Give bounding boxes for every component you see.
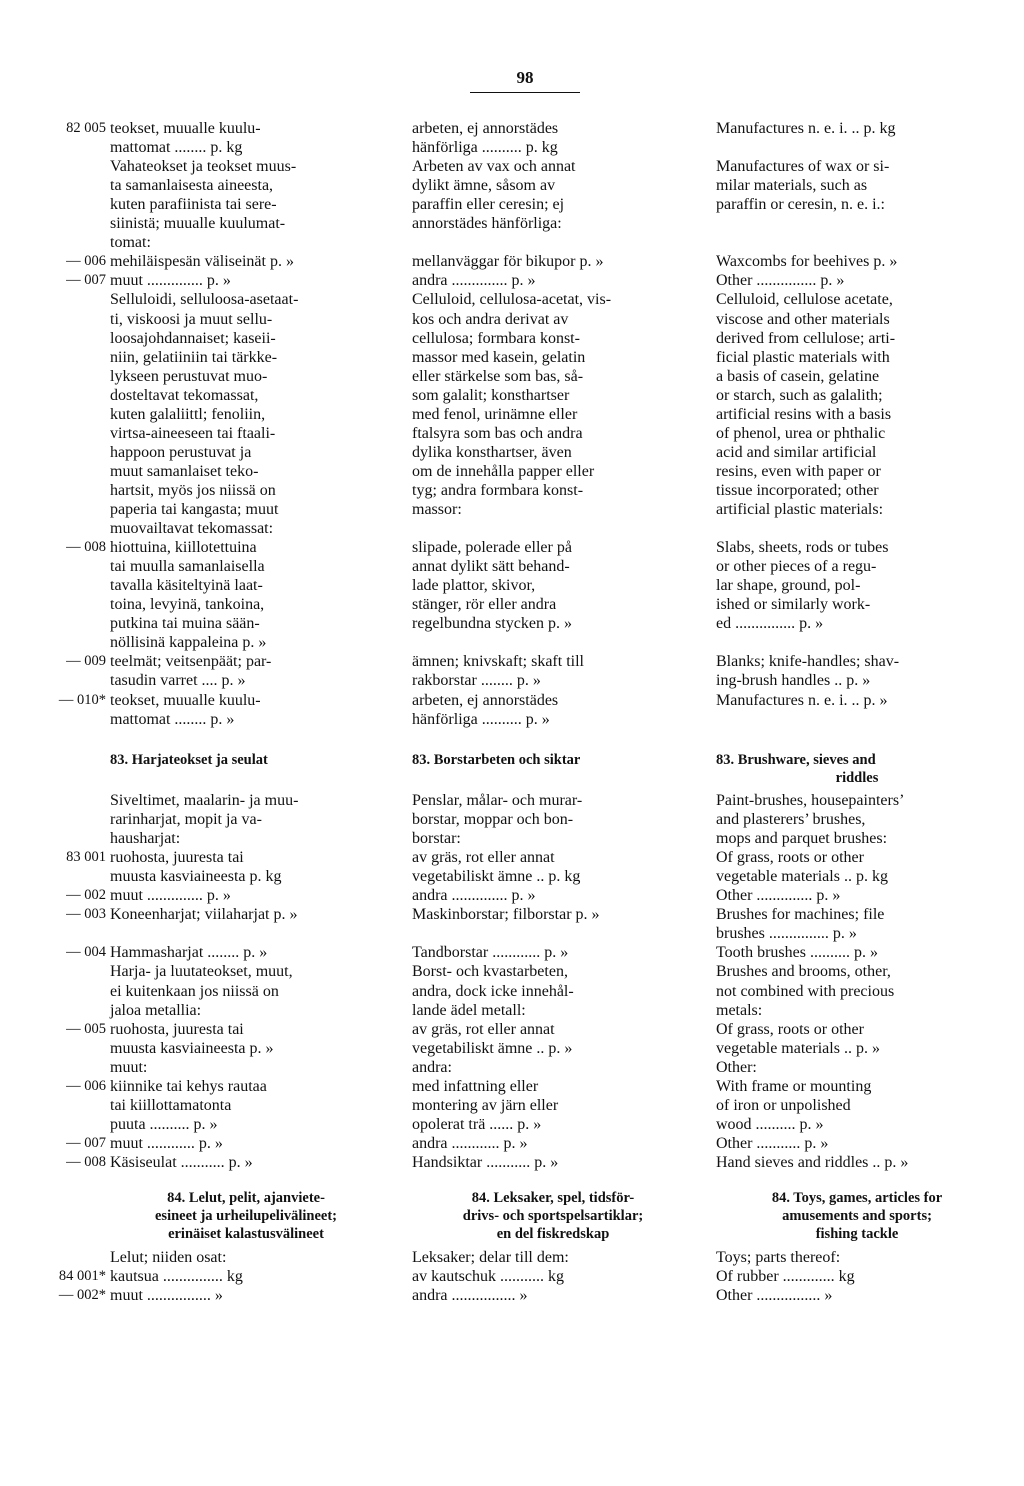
swedish-text: om de innehålla papper eller [412, 462, 595, 480]
section-heading-c1: 83. Harjateokset ja seulat [110, 752, 268, 768]
table-row [0, 691, 1024, 710]
finnish-text: Käsiseulat ........... p. » [110, 1153, 253, 1171]
finnish-text: ta samanlaisesta aineesta, [110, 177, 274, 195]
finnish-text: hartsit, myös jos niissä on [110, 481, 276, 499]
tariff-code: — 007 [66, 1134, 106, 1151]
table-row [0, 386, 1024, 405]
swedish-text: som galalit; konsthartser [412, 386, 570, 404]
tariff-code: — 008 [66, 539, 106, 556]
english-text: Paint-brushes, housepainters’ [716, 792, 905, 809]
swedish-text: regelbundna stycken p. » [412, 615, 572, 633]
finnish-text: Selluloidi, selluloosa-asetaat- [110, 291, 299, 309]
section-heading-c1: 84. Lelut, pelit, ajanviete- [167, 1190, 325, 1206]
finnish-text: Lelut; niiden osat: [110, 1249, 227, 1266]
table-row [0, 595, 1024, 614]
finnish-text: jaloa metallia: [110, 1001, 202, 1019]
swedish-text: slipade, polerade eller på [412, 539, 572, 557]
english-text: ed ............... p. » [716, 615, 824, 633]
finnish-text: Hammasharjat ........ p. » [110, 944, 268, 962]
tariff-code: — 008 [66, 1153, 106, 1170]
swedish-text: arbeten, ej annorstädes [412, 691, 559, 709]
english-text: of phenol, urea or phthalic [716, 424, 886, 442]
finnish-text: lykseen perustuvat muo- [110, 367, 268, 385]
finnish-text: muusta kasviaineesta p. » [110, 1039, 274, 1057]
english-text: Other: [716, 1058, 757, 1076]
table-row [0, 1153, 1024, 1172]
english-text: Hand sieves and riddles .. p. » [716, 1153, 909, 1171]
swedish-text: vegetabiliskt ämne .. p. » [412, 1039, 573, 1057]
table-row [0, 157, 1024, 176]
page-number: 98 [516, 68, 534, 87]
table-row [0, 1286, 1024, 1305]
swedish-text: Borst- och kvastarbeten, [412, 963, 568, 981]
section-heading-c2: en del fiskredskap [496, 1226, 610, 1242]
table-row [0, 633, 1024, 652]
table-row [0, 252, 1024, 271]
swedish-text: annorstädes hänförliga: [412, 215, 562, 233]
tariff-code: — 006 [66, 1077, 106, 1094]
english-text: resins, even with paper or [716, 462, 881, 480]
finnish-text: siinistä; muualle kuulumat- [110, 215, 286, 233]
finnish-text: kiinnike tai kehys rautaa [110, 1077, 267, 1095]
finnish-text: toina, levyinä, tankoina, [110, 596, 265, 614]
swedish-text: cellulosa; formbara konst- [412, 329, 580, 347]
tariff-code: — 002 [66, 887, 106, 904]
section-heading-c3: fishing tackle [815, 1226, 899, 1242]
table-row [0, 1058, 1024, 1077]
table-row [0, 710, 1024, 729]
table-row [0, 405, 1024, 424]
finnish-text: ruohosta, juuresta tai [110, 1020, 244, 1038]
table-row [0, 348, 1024, 367]
swedish-text: hänförliga .......... p. » [412, 710, 550, 728]
swedish-text: montering av järn eller [412, 1096, 559, 1114]
swedish-text: ämnen; knivskaft; skaft till [412, 653, 584, 671]
finnish-text: teokset, muualle kuulu- [110, 120, 261, 137]
page-number-rule [470, 92, 580, 93]
table-row [0, 576, 1024, 595]
table-row [0, 614, 1024, 633]
table-row [0, 905, 1024, 924]
finnish-text: happoon perustuvat ja [110, 443, 252, 461]
table-row [0, 671, 1024, 690]
table-row [0, 557, 1024, 576]
finnish-text: hausharjat: [110, 830, 181, 848]
english-text: or starch, such as galalith; [716, 386, 883, 404]
table-row [0, 367, 1024, 386]
table-row [0, 176, 1024, 195]
tariff-code: 84 001* [58, 1268, 106, 1285]
swedish-text: andra .............. p. » [412, 887, 536, 905]
english-text: Waxcombs for beehives p. » [716, 253, 898, 271]
finnish-text: niin, gelatiiniin tai tärkke- [110, 348, 278, 366]
swedish-text: stänger, rör eller andra [412, 596, 557, 614]
table-row [0, 214, 1024, 233]
tariff-code: 82 005 [66, 120, 106, 136]
finnish-text: Harja- ja luutateokset, muut, [110, 963, 293, 981]
tariff-code: — 004 [66, 944, 106, 961]
swedish-text: hänförliga .......... p. kg [412, 139, 558, 157]
finnish-text: dosteltavat tekomassat, [110, 386, 259, 404]
english-text: ished or similarly work- [716, 596, 871, 614]
swedish-text: Celluloid, cellulosa-acetat, vis- [412, 291, 612, 309]
finnish-text: muut ................ » [110, 1287, 223, 1305]
finnish-text: mehiläispesän väliseinät p. » [110, 253, 294, 271]
english-text: Of rubber ............. kg [716, 1268, 855, 1286]
english-text: lar shape, ground, pol- [716, 577, 861, 595]
tariff-code: — 009 [66, 653, 106, 670]
swedish-text: massor: [412, 501, 462, 518]
finnish-text: putkina tai muina sään- [110, 615, 260, 633]
tariff-code: — 003 [66, 906, 106, 923]
section-heading-c3: 84. Toys, games, articles for [771, 1190, 943, 1206]
english-text: vegetable materials .. p. » [716, 1039, 880, 1057]
table-row [0, 1248, 1024, 1267]
swedish-text: andra, dock icke innehål- [412, 982, 574, 1000]
table-row [0, 424, 1024, 443]
finnish-text: Siveltimet, maalarin- ja muu- [110, 792, 299, 809]
english-text: Manufactures n. e. i. .. p. » [716, 691, 888, 709]
finnish-text: ei kuitenkaan jos niissä on [110, 982, 279, 1000]
english-text: Manufactures n. e. i. .. p. kg [716, 120, 896, 137]
table-row [0, 271, 1024, 290]
finnish-text: loosajohdannaiset; kaseii- [110, 329, 276, 347]
swedish-text: ftalsyra som bas och andra [412, 424, 583, 442]
english-text: Other ........... p. » [716, 1134, 829, 1152]
finnish-text: muut samanlaiset teko- [110, 462, 259, 480]
table-row [0, 886, 1024, 905]
finnish-text: muut: [110, 1058, 148, 1076]
table-row [0, 1001, 1024, 1020]
table-row [0, 1020, 1024, 1039]
finnish-text: ti, viskoosi ja muut sellu- [110, 310, 273, 328]
finnish-text: mattomat ........ p. » [110, 710, 235, 728]
table-row [0, 329, 1024, 348]
swedish-text: borstar, moppar och bon- [412, 811, 574, 829]
table-row [0, 138, 1024, 157]
table-row [0, 310, 1024, 329]
swedish-text: andra: [412, 1058, 452, 1076]
swedish-text: av gräs, rot eller annat [412, 849, 555, 867]
swedish-text: massor med kasein, gelatin [412, 348, 586, 366]
english-text: Other ............... p. » [716, 272, 845, 290]
english-text: artificial plastic materials: [716, 501, 884, 518]
swedish-text: Arbeten av vax och annat [412, 158, 576, 176]
english-text: Blanks; knife-handles; shav- [716, 653, 900, 671]
finnish-text: kuten parafiinista tai sere- [110, 196, 277, 214]
english-text: or other pieces of a regu- [716, 558, 877, 576]
table-row [0, 519, 1024, 538]
finnish-text: paperia tai kangasta; muut [110, 501, 279, 518]
table-row [0, 867, 1024, 886]
finnish-text: tai muulla samanlaisella [110, 558, 265, 576]
swedish-text: rakborstar ........ p. » [412, 672, 541, 690]
tariff-code: — 005 [66, 1020, 106, 1037]
table-row [0, 829, 1024, 848]
section-heading-c1: esineet ja urheilupelivälineet; [154, 1208, 338, 1224]
table-row [0, 924, 1024, 943]
finnish-text: tasudin varret .... p. » [110, 672, 246, 690]
finnish-text: muut ............ p. » [110, 1134, 223, 1152]
english-text: milar materials, such as [716, 177, 868, 195]
finnish-text: nöllisinä kappaleina p. » [110, 634, 267, 652]
english-text: wood .......... p. » [716, 1115, 824, 1133]
table-row [0, 1115, 1024, 1134]
section-heading-c3: riddles [835, 770, 879, 786]
finnish-text: muut .............. p. » [110, 272, 231, 290]
table-row [0, 652, 1024, 671]
swedish-text: kos och andra derivat av [412, 310, 569, 328]
tariff-code: — 010* [58, 691, 106, 708]
section-heading-c2: 83. Borstarbeten och siktar [412, 752, 581, 768]
table-row [0, 1077, 1024, 1096]
table-row [0, 290, 1024, 309]
table-row [0, 233, 1024, 252]
table-row [0, 943, 1024, 962]
table-row [0, 848, 1024, 867]
swedish-text: borstar: [412, 830, 461, 848]
english-text: Slabs, sheets, rods or tubes [716, 539, 889, 557]
swedish-text: mellanväggar för bikupor p. » [412, 253, 604, 271]
swedish-text: arbeten, ej annorstädes [412, 120, 559, 137]
swedish-text: andra ............ p. » [412, 1134, 528, 1152]
section-heading-c2: 84. Leksaker, spel, tidsför- [471, 1190, 635, 1206]
table-row [0, 538, 1024, 557]
swedish-text: Tandborstar ............ p. » [412, 944, 569, 962]
english-text: mops and parquet brushes: [716, 830, 888, 848]
section-heading-c3: amusements and sports; [782, 1208, 932, 1224]
english-text: With frame or mounting [716, 1077, 872, 1095]
tariff-code: — 007 [66, 272, 106, 289]
english-text: ing-brush handles .. p. » [716, 672, 871, 690]
english-text: derived from cellulose; arti- [716, 329, 896, 347]
finnish-text: tavalla käsiteltyinä laat- [110, 577, 263, 595]
table-row [0, 810, 1024, 829]
english-text: not combined with precious [716, 982, 895, 1000]
finnish-text: Vahateokset ja teokset muus- [110, 158, 297, 176]
english-text: metals: [716, 1001, 763, 1019]
finnish-text: kautsua ............... kg [110, 1268, 243, 1286]
english-text: artificial resins with a basis [716, 405, 892, 423]
swedish-text: Handsiktar ........... p. » [412, 1153, 559, 1171]
table-row [0, 1267, 1024, 1286]
swedish-text: tyg; andra formbara konst- [412, 481, 584, 499]
english-text: Brushes for machines; file [716, 906, 885, 924]
swedish-text: paraffin eller ceresin; ej [412, 196, 565, 214]
english-text: Manufactures of wax or si- [716, 158, 890, 176]
finnish-text: teokset, muualle kuulu- [110, 691, 261, 709]
english-text: tissue incorporated; other [716, 481, 879, 499]
finnish-text: rarinharjat, mopit ja va- [110, 811, 262, 829]
english-text: ficial plastic materials with [716, 348, 890, 366]
table-row [0, 500, 1024, 519]
english-text: brushes ............... p. » [716, 925, 857, 943]
english-text: Other ................ » [716, 1287, 833, 1305]
swedish-text: lade plattor, skivor, [412, 577, 536, 595]
table-row [0, 962, 1024, 981]
finnish-text: ruohosta, juuresta tai [110, 849, 244, 867]
finnish-text: muovailtavat tekomassat: [110, 520, 274, 538]
table-row [0, 791, 1024, 810]
english-text: Of grass, roots or other [716, 849, 864, 867]
table-row [0, 195, 1024, 214]
finnish-text: teelmät; veitsenpäät; par- [110, 653, 272, 671]
english-text: vegetable materials .. p. kg [716, 868, 888, 886]
english-text: paraffin or ceresin, n. e. i.: [716, 196, 885, 214]
table-row [0, 119, 1024, 138]
finnish-text: virtsa-aineeseen tai ftaali- [110, 424, 276, 442]
section-heading-c3: 83. Brushware, sieves and [716, 752, 876, 768]
table-row [0, 481, 1024, 500]
english-text: a basis of casein, gelatine [716, 367, 880, 385]
section-heading-c1: erinäiset kalastusvälineet [168, 1226, 324, 1242]
table-row [0, 1096, 1024, 1115]
finnish-text: tai kiillottamatonta [110, 1096, 232, 1114]
swedish-text: lande ädel metall: [412, 1001, 526, 1019]
english-text: Tooth brushes .......... p. » [716, 944, 878, 962]
table-row [0, 443, 1024, 462]
swedish-text: andra ................ » [412, 1287, 528, 1305]
english-text: Celluloid, cellulose acetate, [716, 291, 893, 309]
finnish-text: tomat: [110, 234, 151, 252]
english-text: Of grass, roots or other [716, 1020, 864, 1038]
swedish-text: av kautschuk ........... kg [412, 1268, 564, 1286]
finnish-text: muusta kasviaineesta p. kg [110, 868, 282, 886]
finnish-text: mattomat ........ p. kg [110, 139, 243, 157]
swedish-text: vegetabiliskt ämne .. p. kg [412, 868, 581, 886]
swedish-text: med infattning eller [412, 1077, 539, 1095]
tariff-code: — 002* [58, 1287, 106, 1304]
swedish-text: annat dylikt sätt behand- [412, 558, 570, 576]
swedish-text: Maskinborstar; filborstar p. » [412, 906, 600, 924]
swedish-text: andra .............. p. » [412, 272, 536, 290]
finnish-text: muut .............. p. » [110, 887, 231, 905]
swedish-text: eller stärkelse som bas, så- [412, 367, 584, 385]
english-text: of iron or unpolished [716, 1096, 851, 1114]
finnish-text: hiottuina, kiillotettuina [110, 539, 257, 557]
swedish-text: av gräs, rot eller annat [412, 1020, 555, 1038]
table-row [0, 1134, 1024, 1153]
swedish-text: med fenol, urinämne eller [412, 405, 578, 423]
english-text: Brushes and brooms, other, [716, 963, 891, 981]
english-text: viscose and other materials [716, 310, 890, 328]
english-text: and plasterers’ brushes, [716, 811, 866, 829]
table-row [0, 462, 1024, 481]
table-row [0, 1039, 1024, 1058]
tariff-code: — 006 [66, 253, 106, 270]
finnish-text: kuten galaliittl; fenoliin, [110, 405, 266, 423]
table-row [0, 982, 1024, 1001]
tariff-code: 83 001 [66, 849, 106, 866]
finnish-text: Koneenharjat; viilaharjat p. » [110, 906, 298, 924]
swedish-text: dylikt ämne, såsom av [412, 177, 556, 195]
english-text: Toys; parts thereof: [716, 1249, 841, 1266]
swedish-text: dylika konsthartser, även [412, 443, 572, 461]
english-text: Other .............. p. » [716, 887, 841, 905]
finnish-text: puuta .......... p. » [110, 1115, 218, 1133]
swedish-text: opolerat trä ...... p. » [412, 1115, 542, 1133]
swedish-text: Leksaker; delar till dem: [412, 1249, 569, 1266]
swedish-text: Penslar, målar- och murar- [412, 792, 583, 809]
english-text: acid and similar artificial [716, 443, 877, 461]
section-heading-c2: drivs- och sportspelsartiklar; [462, 1208, 644, 1224]
